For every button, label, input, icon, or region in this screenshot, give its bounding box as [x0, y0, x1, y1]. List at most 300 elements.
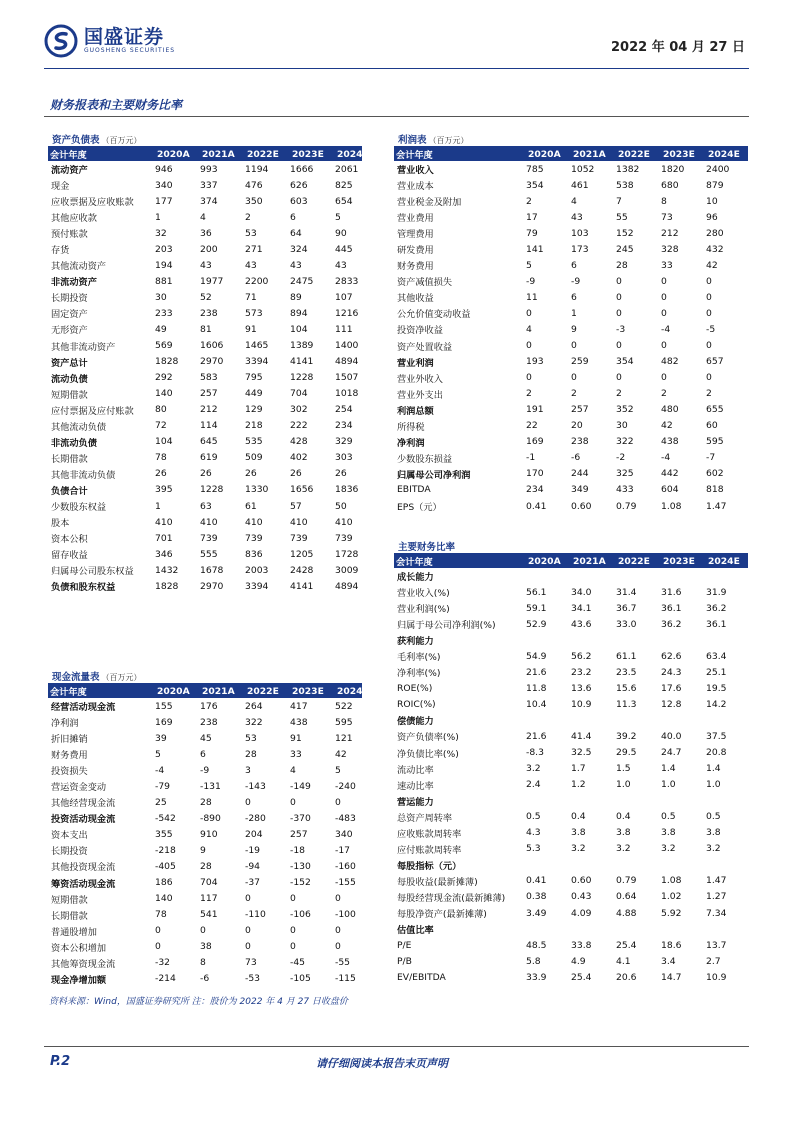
- cell-value: 96: [706, 211, 718, 223]
- cell-value: 11.8: [526, 682, 547, 694]
- cell-value: 5: [335, 764, 341, 776]
- cell-value: -131: [200, 780, 221, 792]
- cell-value: 33.0: [616, 618, 637, 630]
- income-statement-table: [394, 133, 748, 514]
- cell-value: 1828: [155, 580, 179, 592]
- cell-value: 204: [245, 828, 263, 840]
- cell-value: 655: [706, 404, 724, 416]
- page-number: P.2: [50, 1054, 71, 1069]
- cell-value: 73: [661, 211, 673, 223]
- cell-value: 509: [245, 452, 263, 464]
- row-label: 毛利率(%): [397, 652, 441, 664]
- table-row: [48, 241, 362, 257]
- cell-value: 9: [200, 844, 206, 856]
- header-year: 2024E: [708, 148, 740, 160]
- cell-value: 29.5: [616, 747, 637, 759]
- cell-value: 461: [571, 179, 589, 191]
- cell-value: 1216: [335, 307, 359, 319]
- cell-value: 194: [155, 259, 173, 271]
- cell-value: 1977: [200, 275, 224, 287]
- cell-value: 39.2: [616, 730, 637, 742]
- row-label: 其他收益: [397, 293, 434, 305]
- table-row: [394, 482, 748, 498]
- logo-subtitle: GUOSHENG SECURITIES: [84, 47, 176, 54]
- cell-value: 354: [526, 179, 544, 191]
- row-label: 归属于母公司净利润(%): [397, 620, 496, 632]
- cell-value: 0.4: [571, 811, 586, 823]
- cell-value: 3394: [245, 580, 269, 592]
- table-row: [394, 225, 748, 241]
- cell-value: 36.2: [661, 618, 682, 630]
- cell-value: 129: [245, 404, 263, 416]
- cell-value: 56.2: [571, 650, 592, 662]
- table-row: [394, 338, 748, 354]
- table-row: [394, 161, 748, 177]
- cell-value: 56.1: [526, 586, 547, 598]
- cash-flow-table: [48, 670, 369, 987]
- cell-value: 410: [155, 516, 173, 528]
- cell-value: 2: [526, 388, 532, 400]
- cell-value: 825: [335, 179, 353, 191]
- row-label: 营运能力: [397, 796, 434, 808]
- cell-value: 103: [571, 227, 589, 239]
- cell-value: 80: [155, 404, 167, 416]
- cell-value: 1606: [200, 340, 224, 352]
- row-label: 短期借款: [51, 389, 88, 401]
- table-row: [48, 466, 362, 482]
- report-date: 2022 年 04 月 27 日: [611, 40, 745, 55]
- cell-value: 257: [200, 388, 218, 400]
- cell-value: 0.60: [571, 875, 592, 887]
- row-label: 现金净增加额: [51, 974, 107, 986]
- row-label: 资产总计: [51, 357, 88, 369]
- table-row: [394, 466, 748, 482]
- cell-value: 238: [200, 307, 218, 319]
- row-label: 负债和股东权益: [51, 582, 116, 594]
- table-row: [48, 193, 362, 209]
- cell-value: -152: [290, 877, 311, 889]
- cell-value: 480: [661, 404, 679, 416]
- cell-value: 739: [200, 532, 218, 544]
- balance-sheet-table: [48, 133, 369, 594]
- cell-value: 4: [526, 323, 532, 335]
- cell-value: 10: [706, 195, 718, 207]
- cell-value: -130: [290, 860, 311, 872]
- table-row: [48, 161, 362, 177]
- cell-value: -8.3: [526, 747, 544, 759]
- table-row: [48, 338, 362, 354]
- cell-value: 292: [155, 372, 173, 384]
- table-title-text: 利润表: [398, 135, 427, 146]
- cell-value: 1018: [335, 388, 359, 400]
- row-label: 速动比率: [397, 780, 434, 792]
- cell-value: 43: [200, 259, 212, 271]
- cell-value: 4.09: [571, 907, 592, 919]
- cell-value: 45: [200, 732, 212, 744]
- cell-value: 9: [571, 323, 577, 335]
- table-row: [48, 562, 362, 578]
- cell-value: 78: [155, 909, 167, 921]
- table-title-text: 资产负债表: [52, 135, 100, 146]
- cell-value: 476: [245, 179, 263, 191]
- cell-value: 2400: [706, 163, 730, 175]
- cell-value: 73: [245, 957, 257, 969]
- cell-value: 2: [245, 211, 251, 223]
- cell-value: 91: [245, 323, 257, 335]
- cell-value: 23.2: [571, 666, 592, 678]
- cell-value: 395: [155, 484, 173, 496]
- row-label: 其他投资现金流: [51, 862, 116, 874]
- cell-value: 257: [290, 828, 308, 840]
- table-row: [48, 305, 362, 321]
- cell-value: 212: [661, 227, 679, 239]
- cell-value: 2.4: [526, 779, 541, 791]
- table-row: [48, 209, 362, 225]
- cell-value: 78: [155, 452, 167, 464]
- row-label: 每股指标（元）: [397, 860, 462, 872]
- cell-value: 43.6: [571, 618, 592, 630]
- cell-value: 33: [290, 748, 302, 760]
- cell-value: 11.3: [616, 698, 637, 710]
- cell-value: 879: [706, 179, 724, 191]
- cell-value: 303: [335, 452, 353, 464]
- table-title: [48, 133, 362, 147]
- cell-value: 12.8: [661, 698, 682, 710]
- header-year: 2020A: [528, 148, 561, 160]
- cell-value: 1.5: [616, 763, 631, 775]
- cell-value: 993: [200, 163, 218, 175]
- cell-value: -7: [706, 452, 716, 464]
- cell-value: 25.4: [571, 971, 592, 983]
- cell-value: 3.8: [706, 827, 721, 839]
- table-row: [48, 354, 362, 370]
- row-label: 留存收益: [51, 550, 88, 562]
- cell-value: 0: [571, 372, 577, 384]
- cell-value: 245: [616, 243, 634, 255]
- table-row: [394, 873, 748, 889]
- cell-value: 10.9: [706, 971, 727, 983]
- row-label: 营业外收入: [397, 373, 443, 385]
- cell-value: 0: [526, 307, 532, 319]
- cell-value: 0: [290, 796, 296, 808]
- cell-value: 0: [245, 893, 251, 905]
- cell-value: 1194: [245, 163, 269, 175]
- cell-value: 785: [526, 163, 544, 175]
- row-label: 营业成本: [397, 181, 434, 193]
- table-row: [394, 825, 748, 841]
- cell-value: 1.0: [661, 779, 676, 791]
- row-label: 净利润: [397, 437, 425, 449]
- table-row: [394, 289, 748, 305]
- cell-value: 5.8: [526, 955, 541, 967]
- cell-value: 0: [245, 925, 251, 937]
- header-year: 2021A: [202, 685, 235, 697]
- cell-value: -542: [155, 812, 176, 824]
- section-title: 财务报表和主要财务比率: [50, 98, 183, 112]
- cell-value: -240: [335, 780, 356, 792]
- cell-value: 402: [290, 452, 308, 464]
- cell-value: 24.3: [661, 666, 682, 678]
- cell-value: 155: [155, 700, 173, 712]
- cell-value: 24.7: [661, 747, 682, 759]
- cell-value: -6: [200, 973, 210, 985]
- cell-value: 604: [661, 484, 679, 496]
- cell-value: -32: [155, 957, 171, 969]
- cell-value: -19: [245, 844, 261, 856]
- row-label: 现金: [51, 181, 70, 193]
- cell-value: 5: [526, 259, 532, 271]
- cell-value: 43: [245, 259, 257, 271]
- cell-value: 573: [245, 307, 263, 319]
- cell-value: 0: [335, 925, 341, 937]
- row-label: ROIC(%): [397, 698, 436, 710]
- cell-value: 340: [155, 179, 173, 191]
- cell-value: -115: [335, 973, 356, 985]
- cell-value: 259: [571, 356, 589, 368]
- cell-value: 1820: [661, 163, 685, 175]
- cell-value: -9: [526, 275, 536, 287]
- cell-value: 81: [200, 323, 212, 335]
- cell-value: 31.4: [616, 586, 637, 598]
- cell-value: 410: [245, 516, 263, 528]
- cell-value: 186: [155, 877, 173, 889]
- cell-value: 63: [200, 500, 212, 512]
- cell-value: 1432: [155, 564, 179, 576]
- cell-value: 2970: [200, 356, 224, 368]
- cell-value: 3.8: [616, 827, 631, 839]
- table-header-row: [394, 147, 748, 161]
- cell-value: 1.0: [616, 779, 631, 791]
- cell-value: 2970: [200, 580, 224, 592]
- cell-value: 107: [335, 291, 353, 303]
- row-label: 财务费用: [51, 750, 88, 762]
- cell-value: 6: [290, 211, 296, 223]
- row-label: 营业收入(%): [397, 588, 450, 600]
- cell-value: 32.5: [571, 747, 592, 759]
- cell-value: 2: [571, 388, 577, 400]
- cell-value: 595: [335, 716, 353, 728]
- cell-value: 3.2: [526, 763, 541, 775]
- cell-value: 0: [661, 340, 667, 352]
- row-label: 筹资活动现金流: [51, 878, 116, 890]
- cell-value: 91: [290, 732, 302, 744]
- cell-value: 2.7: [706, 955, 721, 967]
- row-label: 资产处置收益: [397, 341, 453, 353]
- header-year: 2022E: [618, 555, 650, 567]
- logo-name: 国盛证券: [84, 26, 165, 48]
- cell-value: 43: [571, 211, 583, 223]
- table-row: [48, 386, 362, 402]
- disclaimer: 请仔细阅读本报告末页声明: [316, 1057, 448, 1070]
- cell-value: 0: [290, 941, 296, 953]
- cell-value: 3.49: [526, 907, 547, 919]
- cell-value: 946: [155, 163, 173, 175]
- cell-value: 37.5: [706, 730, 727, 742]
- cell-value: 4.3: [526, 827, 541, 839]
- row-label: 股本: [51, 518, 70, 530]
- cell-value: 3.2: [661, 843, 676, 855]
- cell-value: 2061: [335, 163, 359, 175]
- cell-value: 140: [155, 388, 173, 400]
- cell-value: 26: [155, 468, 167, 480]
- cell-value: 8: [661, 195, 667, 207]
- row-label: 无形资产: [51, 325, 88, 337]
- table-row: [394, 305, 748, 321]
- cell-value: -17: [335, 844, 351, 856]
- cell-value: 42: [661, 420, 673, 432]
- cell-value: 438: [290, 716, 308, 728]
- cell-value: 104: [155, 436, 173, 448]
- row-label: 获利能力: [397, 636, 434, 648]
- cell-value: 0.5: [706, 811, 721, 823]
- cell-value: 432: [706, 243, 724, 255]
- row-label: 营运资金变动: [51, 782, 107, 794]
- cell-value: 0: [616, 372, 622, 384]
- cell-value: 1507: [335, 372, 359, 384]
- row-label: 普通股增加: [51, 926, 97, 938]
- table-row: [48, 321, 362, 337]
- cell-value: 0: [155, 925, 161, 937]
- cell-value: 442: [661, 468, 679, 480]
- table-row: [394, 450, 748, 466]
- cell-value: 1836: [335, 484, 359, 496]
- cell-value: 54.9: [526, 650, 547, 662]
- cell-value: 1.27: [706, 891, 727, 903]
- cell-value: 7.34: [706, 907, 727, 919]
- row-label: 其他非流动资产: [51, 341, 116, 353]
- cell-value: 2428: [290, 564, 314, 576]
- cell-value: 1389: [290, 340, 314, 352]
- cell-value: 121: [335, 732, 353, 744]
- cell-value: 25.1: [706, 666, 727, 678]
- cell-value: 541: [200, 909, 218, 921]
- row-label: 负债合计: [51, 485, 88, 497]
- row-label: 流动比率: [397, 764, 434, 776]
- row-label: 公允价值变动收益: [397, 309, 471, 321]
- cell-value: 10.4: [526, 698, 547, 710]
- row-label: 应收账款周转率: [397, 828, 462, 840]
- table-row: [394, 761, 748, 777]
- cell-value: 15.6: [616, 682, 637, 694]
- cell-value: 1.08: [661, 875, 682, 887]
- cell-value: 4.9: [571, 955, 586, 967]
- row-label: 长期借款: [51, 910, 88, 922]
- cell-value: 1.7: [571, 763, 586, 775]
- table-row: [394, 728, 748, 744]
- cell-value: 795: [245, 372, 263, 384]
- cell-value: 36.7: [616, 602, 637, 614]
- cell-value: 8: [200, 957, 206, 969]
- cell-value: 10.9: [571, 698, 592, 710]
- row-label: 营业外支出: [397, 389, 443, 401]
- cell-value: 2833: [335, 275, 359, 287]
- table-unit: （百万元）: [428, 136, 469, 145]
- cell-value: 0: [245, 941, 251, 953]
- cell-value: -143: [245, 780, 266, 792]
- table-row: [48, 923, 362, 939]
- cell-value: 59.1: [526, 602, 547, 614]
- row-label: 财务费用: [397, 261, 434, 273]
- cell-value: 328: [661, 243, 679, 255]
- cell-value: 0: [706, 372, 712, 384]
- header-year: 2024E: [708, 555, 740, 567]
- footer-divider: [44, 1046, 749, 1047]
- cell-value: 36.1: [661, 602, 682, 614]
- cell-value: 31.9: [706, 586, 727, 598]
- cell-value: 176: [200, 700, 218, 712]
- cell-value: 271: [245, 243, 263, 255]
- row-label: 研发费用: [397, 245, 434, 257]
- cell-value: -405: [155, 860, 176, 872]
- cell-value: 23.5: [616, 666, 637, 678]
- cell-value: 1382: [616, 163, 640, 175]
- cell-value: -37: [245, 877, 261, 889]
- row-label: EBITDA: [397, 484, 431, 496]
- cell-value: 739: [245, 532, 263, 544]
- cell-value: -1: [526, 452, 536, 464]
- cell-value: 1666: [290, 163, 314, 175]
- row-label: 折旧摊销: [51, 734, 88, 746]
- header-year: 2020A: [157, 148, 190, 160]
- header-year: 2020A: [157, 685, 190, 697]
- cell-value: 28: [616, 259, 628, 271]
- row-label: 流动负债: [51, 373, 88, 385]
- cell-value: 324: [290, 243, 308, 255]
- cell-value: 3.4: [661, 955, 676, 967]
- cell-value: 11: [526, 291, 538, 303]
- table-row: [48, 498, 362, 514]
- cell-value: 0: [616, 340, 622, 352]
- cell-value: 6: [571, 259, 577, 271]
- cell-value: 1330: [245, 484, 269, 496]
- cell-value: 21.6: [526, 730, 547, 742]
- table-row: [394, 257, 748, 273]
- cell-value: 0.41: [526, 500, 547, 512]
- cell-value: 19.5: [706, 682, 727, 694]
- cell-value: 322: [245, 716, 263, 728]
- cell-value: 264: [245, 700, 263, 712]
- cell-value: 626: [290, 179, 308, 191]
- table-row: [394, 498, 748, 514]
- table-row: [394, 177, 748, 193]
- row-label: 其他流动负债: [51, 421, 107, 433]
- cell-value: 0: [155, 941, 161, 953]
- cell-value: 340: [335, 828, 353, 840]
- table-row: [394, 777, 748, 793]
- cell-value: 0: [616, 291, 622, 303]
- row-label: 预付账款: [51, 229, 88, 241]
- cell-value: 43: [335, 259, 347, 271]
- cell-value: 5: [335, 211, 341, 223]
- cell-value: 302: [290, 404, 308, 416]
- cell-value: 2003: [245, 564, 269, 576]
- table-row: [394, 616, 748, 632]
- header-year: 2024E: [337, 148, 369, 160]
- cell-value: -4: [155, 764, 165, 776]
- company-logo: [44, 24, 175, 58]
- table-row: [394, 354, 748, 370]
- row-label: 其他流动资产: [51, 261, 107, 273]
- table-row: [394, 402, 748, 418]
- cell-value: 20.6: [616, 971, 637, 983]
- cell-value: 0.79: [616, 500, 637, 512]
- table-row: [394, 905, 748, 921]
- cell-value: 1728: [335, 548, 359, 560]
- cell-value: 410: [290, 516, 308, 528]
- cell-value: 0: [200, 925, 206, 937]
- cell-value: -55: [335, 957, 351, 969]
- cell-value: 910: [200, 828, 218, 840]
